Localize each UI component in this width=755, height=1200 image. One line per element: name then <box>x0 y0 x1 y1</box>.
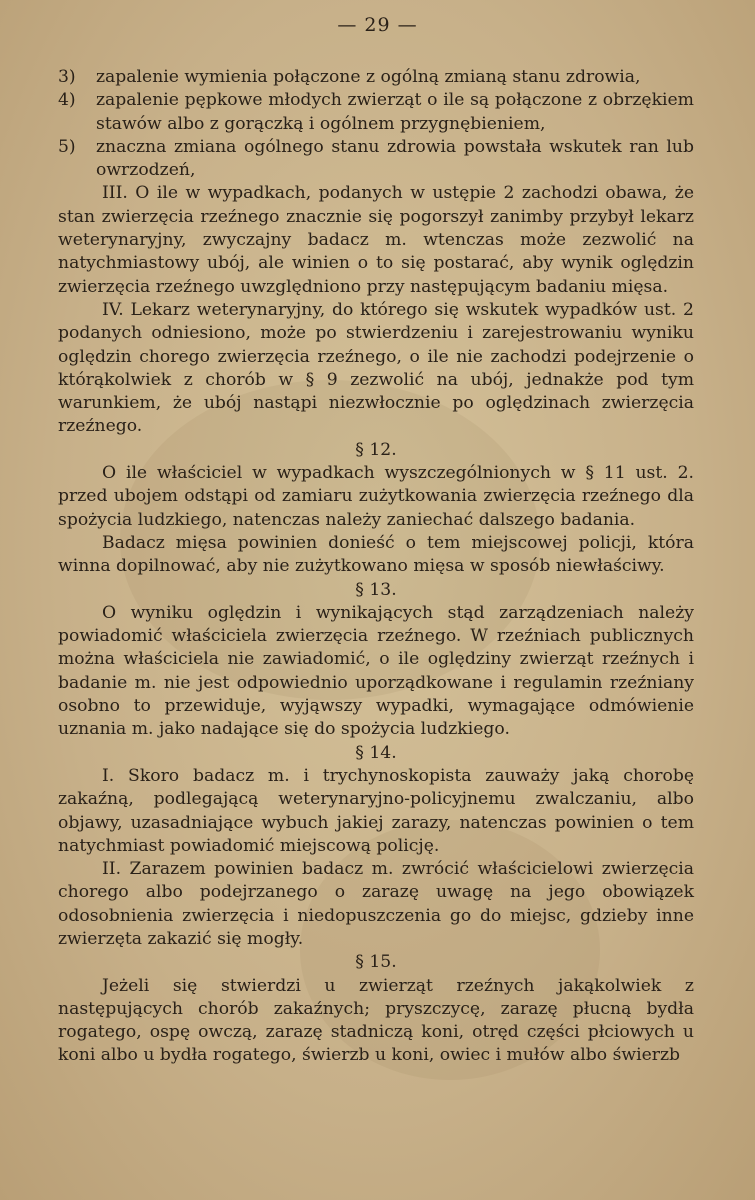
list-item-text: zapalenie wymienia połączone z ogólną zmianą stanu zdrowia, <box>96 67 641 87</box>
section-14-paragraph-1: I. Skoro badacz m. i trychynoskopista zauważy jaką chorobę zakaźną, podlegającą weterynaryjno-policyjnemu zwalczaniu, albo objawy, uzasadniające wybuch jakiej zarazy, natenczas powinien o tem natychmiast powiadomić miejscową policję. <box>58 765 694 856</box>
section-12-paragraph-1: O ile właściciel w wypadkach wyszczególnionych w § 11 ust. 2. przed ubojem odstąpi od zamiaru zużytkowania zwierzęcia rzeźnego dla spożycia ludzkiego, natenczas należy zaniechać dalszego badania. <box>58 463 694 530</box>
list-item-number: 3) <box>58 67 76 87</box>
section-12-paragraph-2: Badacz mięsa powinien donieść o tem miejscowej policji, która winna dopilnować, aby nie zużytkowano mięsa w sposób niewłaściwy. <box>58 532 694 577</box>
section-13-heading: § 13. <box>355 579 397 600</box>
section-15-paragraph-1: Jeżeli się stwierdzi u zwierząt rzeźnych jakąkolwiek z następujących chorób zakaźnych; pryszczycę, zarazę płucną bydła rogatego, ospę owczą, zarazę stadniczą koni, otręd części płciowych u koni albo u bydła rogatego, świerzb u koni, owiec i mułów albo świerzb <box>58 975 694 1066</box>
list-item-text: znaczna zmiana ogólnego stanu zdrowia powstała wskutek ran lub owrzodzeń, <box>96 136 694 181</box>
list-item <box>58 136 694 183</box>
paragraph-IV: IV. Lekarz weterynaryjny, do którego się wskutek wypadków ust. 2 podanych odniesiono, może po stwierdzeniu i zarejestrowaniu wyniku oględzin chorego zwierzęcia rzeźnego, o ile nie zachodzi podejrzenie o którąkolwiek z chorób w § 9 zezwolić na ubój, jednakże pod tym warunkiem, że ubój nastąpi niezwłocznie po oględzinach zwierzęcia rzeźnego. <box>58 299 694 437</box>
section-15-heading: § 15. <box>355 952 397 973</box>
section-12-heading: § 12. <box>355 439 397 460</box>
list-item-text: zapalenie pępkowe młodych zwierząt o ile są połączone z obrzękiem stawów albo z gorączką i ogólnem przygnębieniem, <box>96 90 694 134</box>
page-number: — 29 — <box>337 14 418 36</box>
list-item-number: 5) <box>58 136 76 157</box>
list-item-number: 4) <box>58 90 76 111</box>
body-text <box>58 66 694 1068</box>
list-item <box>58 66 694 89</box>
list-item <box>58 89 694 136</box>
paragraph-III: III. O ile w wypadkach, podanych w ustępie 2 zachodzi obawa, że stan zwierzęcia rzeźnego znacznie się pogorszył zanimby przybył lekarz weterynaryjny, zwyczajny badacz m. wtenczas może zezwolić na natychmiastowy ubój, ale winien o to się postarać, aby wynik oględzin zwierzęcia rzeźnego uwzględniono przy następującym badaniu mięsa. <box>58 183 694 297</box>
section-14-paragraph-2: II. Zarazem powinien badacz m. zwrócić właścicielowi zwierzęcia chorego albo podejrzanego o zarazę uwagę na jego obowiązek odosobnienia zwierzęcia i niedopuszczenia go do miejsc, gdzieby inne zwierzęta zakazić się mogły. <box>58 859 694 949</box>
section-14-heading: § 14. <box>355 742 397 763</box>
section-13-paragraph-1: O wyniku oględzin i wynikających stąd zarządzeniach należy powiadomić właściciela zwierzęcia rzeźnego. W rzeźniach publicznych można właściciela nie zawiadomić, o ile oględziny zwierząt rzeźnych i badanie m. nie jest odpowiednio uporządkowane i regulamin rzeźniany osobno to przewiduje, wyjąwszy wypadki, wymagające odmówienie uznania m. jako nadające się do spożycia ludzkiego. <box>58 602 694 740</box>
